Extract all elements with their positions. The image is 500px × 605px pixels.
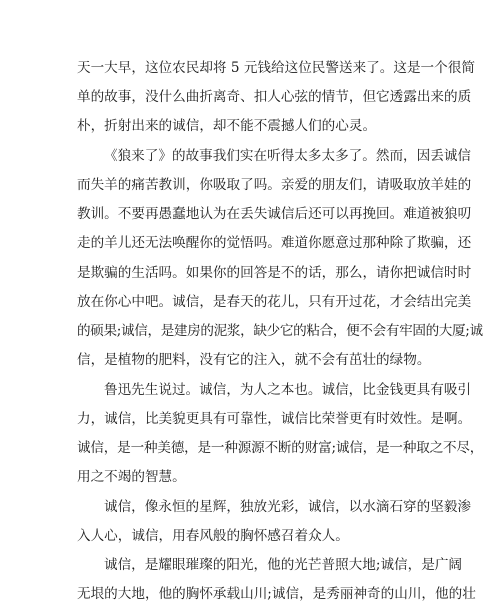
text-line: 诚信，像永恒的星辉，独放光彩，诚信，以水滴石穿的坚毅渗 <box>104 499 472 515</box>
text-line: 无垠的大地，他的胸怀承载山川;诚信，是秀丽神奇的山川，他的壮 <box>77 586 476 602</box>
text-line: 单的故事，没什么曲折离奇、扣人心弦的情节，但它透露出来的质 <box>77 89 472 105</box>
text-line: 用之不竭的智慧。 <box>77 469 186 485</box>
text-line: 诚信，是一种美德，是一种源源不断的财富;诚信，是一种取之不尽， <box>77 440 484 456</box>
text-line: 是欺骗的生活吗。如果你的回答是不的话，那么，请你把诚信时时 <box>77 265 472 281</box>
text-line: 入人心，诚信，用春风般的胸怀感召着众人。 <box>77 528 349 544</box>
text-line: 天一大早，这位农民却将 5 元钱给这位民警送来了。这是一个很简 <box>77 60 475 76</box>
text-line: 的硕果;诚信，是建房的泥浆，缺少它的粘合，便不会有牢固的大厦;诚 <box>77 323 483 339</box>
text-line: 而失羊的痛苦教训，你吸取了吗。亲爱的朋友们，请吸取放羊娃的 <box>77 177 472 193</box>
text-line: 力，诚信，比美貌更具有可靠性，诚信比荣誉更有时效性。是啊。 <box>77 411 472 427</box>
text-line: 放在你心中吧。诚信，是春天的花儿，只有开过花，才会结出完美 <box>77 294 472 310</box>
text-line: 走的羊儿还无法唤醒你的觉悟吗。难道你愿意过那种除了欺骗，还 <box>77 235 472 251</box>
text-line: 《狼来了》的故事我们实在听得太多太多了。然而，因丢诚信 <box>104 148 472 164</box>
text-line: 鲁迅先生说过。诚信，为人之本也。诚信，比金钱更具有吸引 <box>104 382 472 398</box>
text-line: 朴，折射出来的诚信，却不能不震撼人们的心灵。 <box>77 118 377 134</box>
text-line: 诚信，是耀眼璀璨的阳光，他的光芒普照大地;诚信，是广阔 <box>104 557 463 573</box>
text-line: 信，是植物的肥料，没有它的注入，就不会有茁壮的绿物。 <box>77 352 431 368</box>
text-line: 教训。不要再愚蠢地认为在丢失诚信后还可以再挽回。难道被狼叨 <box>77 206 472 222</box>
